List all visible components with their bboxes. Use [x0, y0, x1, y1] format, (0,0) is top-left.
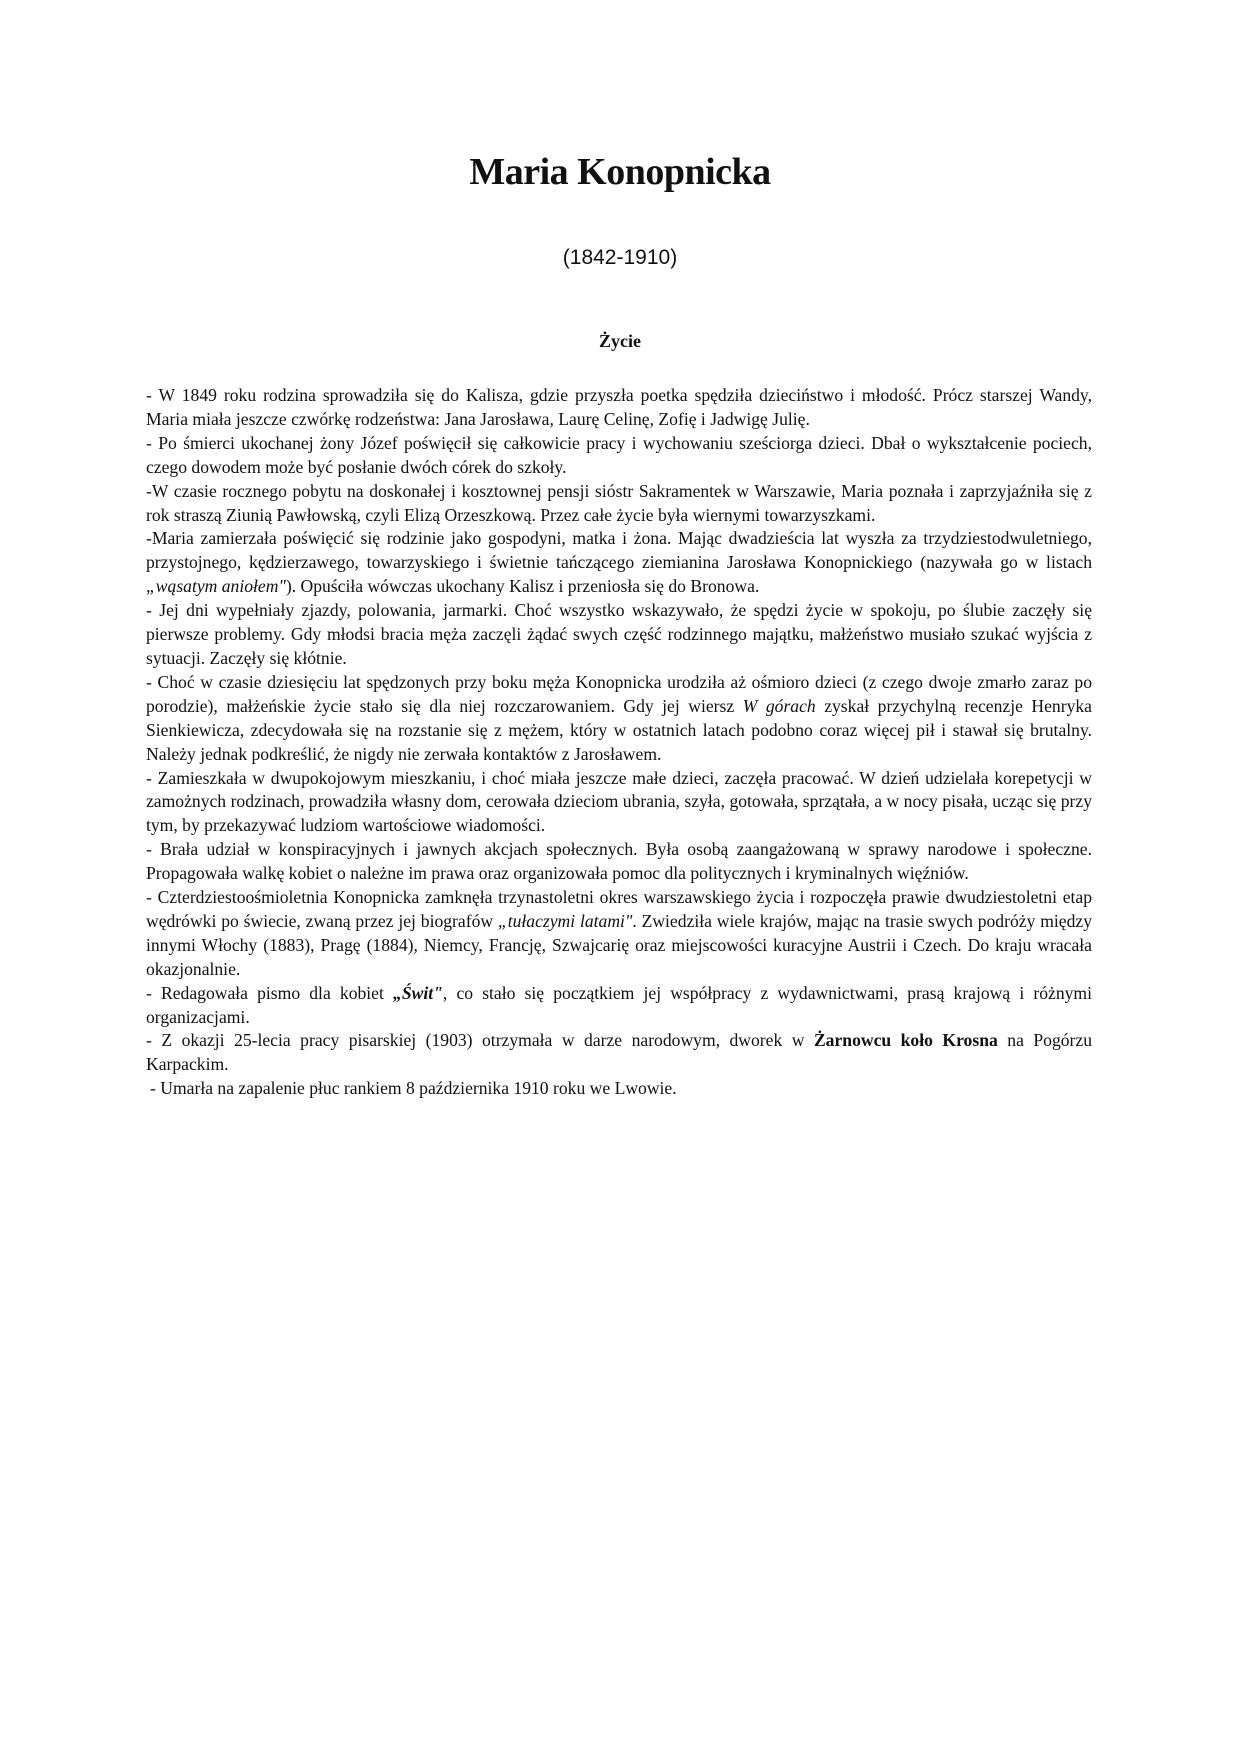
paragraph-father-jozef: - Po śmierci ukochanej żony Józef poświęcił się całkowicie pracy i wychowaniu sześciorga dzieci. Dbał o wykształcenie pociech, czego dowodem może być posłanie dwóch córek do szkoły. — [146, 432, 1092, 477]
paragraph-text: - Z okazji 25-lecia pracy pisarskiej (1903) otrzymała w darze narodowym, dworek w — [146, 1030, 814, 1051]
paragraph-death: - Umarła na zapalenie płuc rankiem 8 października 1910 roku we Lwowie. — [150, 1078, 677, 1099]
paragraph-marriage — [146, 527, 1092, 599]
paragraph-text: . Zwiedziła wiele krajów, mając na trasie swych podróży między innymi Włochy (1883), Pragę (1884), Niemcy, Francję, Szwajcarię oraz miejscowości kuracyjne Austrii i Czech. Do kraju wracała okazjonalnie. — [146, 910, 1092, 979]
paragraph-warsaw-school: -W czasie rocznego pobytu na doskonałej i kosztownej pensji sióstr Sakramentek w Warszawie, Maria poznała i zaprzyjaźniła się z rok straszą Ziunią Pawłowską, czyli Elizą Orzeszkową. Przez całe życie była wiernymi towarzyszkami. — [146, 480, 1092, 525]
paragraph-text: - Choć w czasie dziesięciu lat spędzonych przy boku męża Konopnicka urodziła aż ośmioro dzieci (z czego dwoje zmarło zaraz po porodzie), małżeńskie życie stało się dla niej rozczarowaniem. Gdy jej wiersz — [146, 671, 1092, 716]
paragraph-text: -Maria zamierzała poświęcić się rodzinie jako gospodyni, matka i żona. Mając dwadzieścia lat wyszła za trzydziestodwuletniego, przystojnego, kędzierzawego, towarzyskiego i świetnie tańczącego ziemianina Jarosława Konopnickiego (nazywała go w listach — [146, 528, 1092, 573]
paragraph-work: - Zamieszkała w dwupokojowym mieszkaniu, i choć miała jeszcze małe dzieci, zaczęła pracować. W dzień udzielała korepetycji w zamożnych rodzinach, prowadziła własny dom, cerowała dzieciom ubrania, szyła, gotowała, sprzątała, a w nocy pisała, ucząc się przy tym, by przekazywać ludziom wartościowe wiadomości. — [146, 767, 1092, 836]
poem-title: W górach — [742, 695, 816, 716]
place-name: Żarnowcu koło Krosna — [813, 1030, 998, 1051]
paragraph-manor-gift — [146, 1029, 1092, 1077]
paragraph-kalisz: - W 1849 roku rodzina sprowadziła się do Kalisza, gdzie przyszła poetka spędziła dzieciństwo i młodość. Prócz starszej Wandy, Maria miała jeszcze czwórkę rodzeństwa: Jana Jarosława, Laurę Celinę, Zofię i Jadwigę Julię. — [146, 385, 1092, 429]
paragraph-text: na Pogórzu Karpackim. — [146, 1030, 1093, 1075]
paragraph-problems: - Jej dni wypełniały zjazdy, polowania, jarmarki. Choć wszystko wskazywało, że spędzi życie w spokoju, po ślubie zaczęły się pierwsze problemy. Gdy młodsi bracia męża zaczęli żądać swych część rodzinnego majątku, małżeństwo musiało szukać wyjścia z sytuacji. Zaczęły się kłótnie. — [146, 600, 1092, 668]
paragraph-social-activity: - Brała udział w konspiracyjnych i jawnych akcjach społecznych. Była osobą zaangażowaną w sprawy narodowe i społeczne. Propagowała walkę kobiet o należne im prawa oraz organizowała pomoc dla politycznych i kryminalnych więźniów. — [146, 839, 1092, 884]
document-title: Maria Konopnicka — [469, 151, 771, 193]
paragraph-separation — [146, 671, 1092, 767]
paragraph-text: , co stało się początkiem jej współpracy z wydawnictwami, prasą krajową i różnymi organizacjami. — [146, 982, 1092, 1027]
paragraph-text: - Czterdziestoośmioletnia Konopnicka zamknęła trzynastoletni okres warszawskiego życia i rozpoczęła prawie dwudziestoletni etap wędrówki po świecie, zwaną przez jej biografów — [146, 887, 1092, 931]
paragraph-text: ). Opuściła wówczas ukochany Kalisz i przeniosła się do Bronowa. — [285, 576, 760, 597]
paragraph-text: - Redagowała pismo dla kobiet — [146, 982, 394, 1003]
paragraph-travels — [146, 886, 1092, 982]
section-heading-life: Życie — [599, 331, 641, 351]
paragraph-text: zyskał przychylną recenzje Henryka Sienkiewicza, zdecydowała się na rozstanie się z mężem, który w ostatnich latach podobno coraz więcej pił i stawał się brutalny. Należy jednak podkreślić, że nigdy nie zerwała kontaktów z Jarosławem. — [146, 695, 1092, 764]
magazine-title: „Świt" — [393, 982, 443, 1003]
quoted-nickname: „wąsatym aniołem" — [146, 576, 286, 597]
paragraph-swit — [146, 982, 1092, 1030]
life-dates: (1842-1910) — [562, 246, 678, 269]
biography-body — [146, 384, 1092, 1101]
quoted-term: „tułaczymi latami" — [497, 910, 633, 931]
